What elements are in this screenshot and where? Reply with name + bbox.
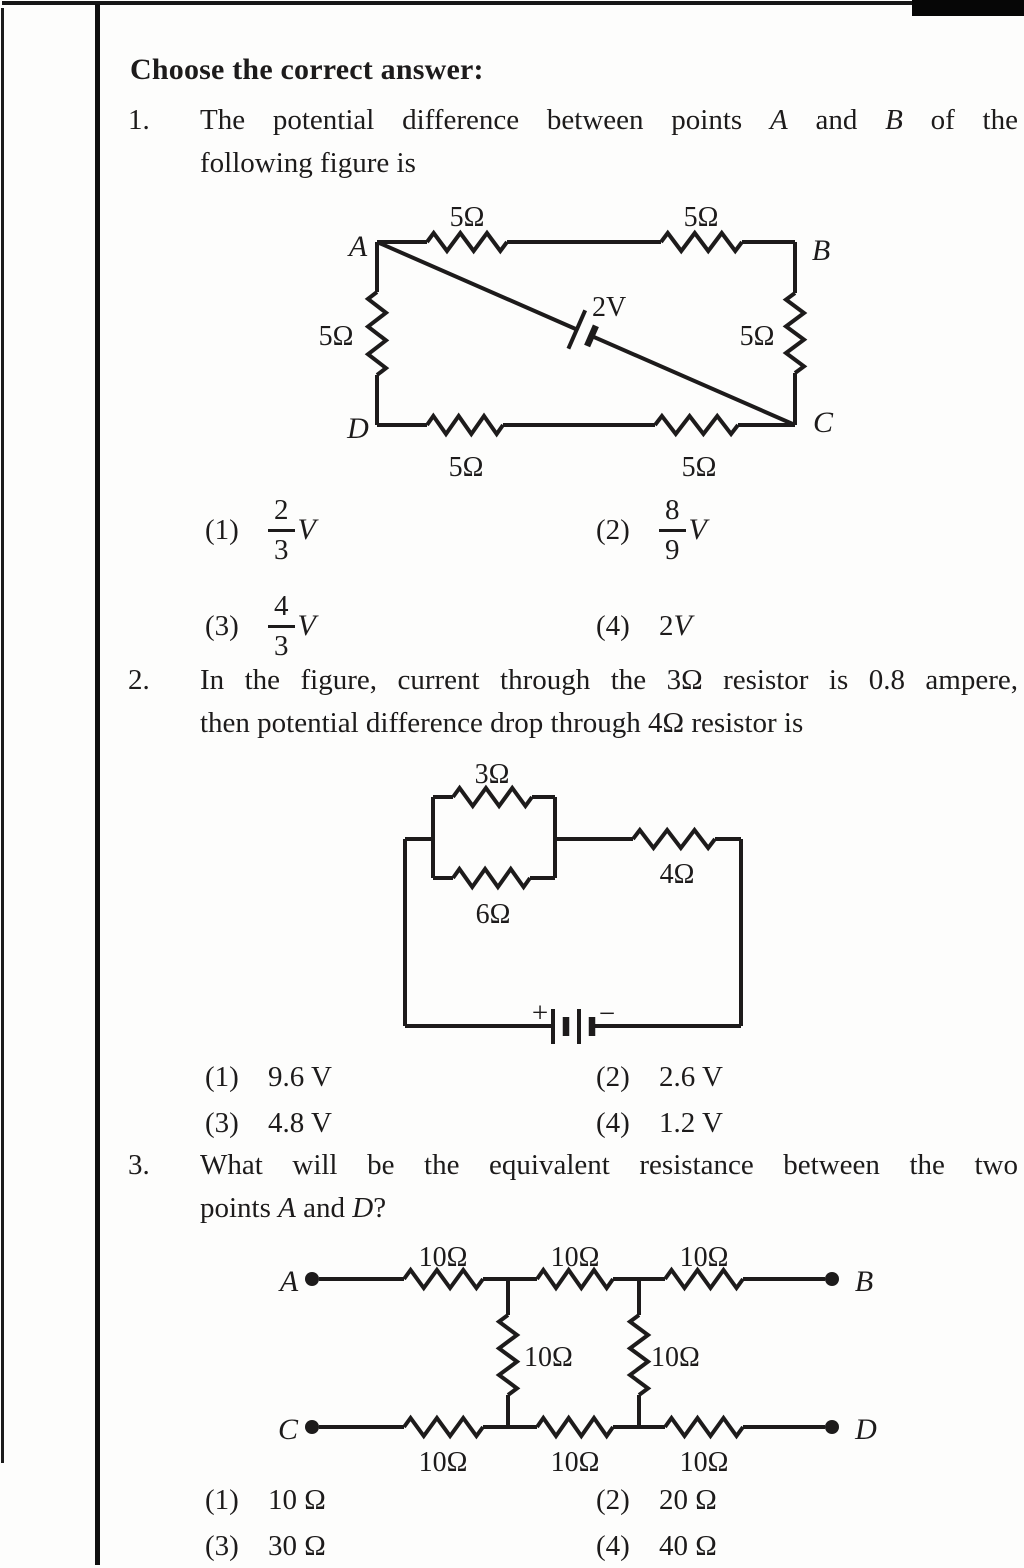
- circuit-2-wires: [405, 797, 741, 1026]
- margin-divider-line: [95, 4, 100, 1565]
- q1-text-part: and: [787, 104, 886, 136]
- terminal-dot-a: [305, 1272, 319, 1286]
- circuit-3-diagram: [270, 1230, 890, 1490]
- node-label-a: A: [279, 1265, 299, 1298]
- resistor-zigzag-bottom-3: [665, 1418, 743, 1436]
- resistor-zigzag-left: [368, 292, 386, 375]
- resistor-label-top-3: 10Ω: [679, 1242, 729, 1273]
- resistor-label-3ohm: 3Ω: [474, 759, 510, 790]
- q1-text-part: of the: [902, 104, 1018, 136]
- resistor-label-top-right: 5Ω: [683, 202, 719, 233]
- q3-option-3: [205, 1524, 326, 1568]
- q1-option-2: [596, 478, 707, 582]
- resistor-label-bottom-1: 10Ω: [418, 1447, 468, 1478]
- battery-plate-short: [587, 326, 596, 346]
- option-value: 9.6 V: [268, 1060, 332, 1093]
- node-label-c: C: [277, 1413, 299, 1446]
- option-label: (4): [596, 1106, 630, 1139]
- q1-number: 1.: [128, 104, 150, 136]
- fraction-value: [659, 493, 686, 568]
- node-label-c: C: [812, 406, 834, 439]
- option-label: (4): [596, 609, 630, 642]
- resistor-zigzag-right: [786, 293, 804, 373]
- resistor-zigzag-bottom-1: [404, 1418, 483, 1436]
- node-label-a: A: [348, 230, 368, 263]
- node-label-d: D: [347, 412, 369, 445]
- resistor-label-4ohm: 4Ω: [659, 859, 695, 890]
- battery-plus-sign: +: [531, 997, 549, 1029]
- option-value: 40 Ω: [659, 1529, 717, 1562]
- fraction-denominator: 9: [665, 533, 680, 566]
- circuit-1-diagram: [300, 185, 845, 490]
- option-label: (2): [596, 513, 630, 546]
- terminal-dot-d: [825, 1420, 839, 1434]
- q2-option-3: [205, 1101, 332, 1145]
- q3-text-part: and: [295, 1192, 353, 1224]
- top-rule: [2, 1, 1024, 5]
- q3-text-part: ?: [373, 1192, 387, 1224]
- unit-volt: V: [297, 513, 316, 546]
- option-label: (1): [205, 1483, 239, 1516]
- resistor-zigzag-6ohm: [453, 869, 530, 887]
- option-value: 2: [659, 609, 674, 642]
- fraction-numerator: 2: [268, 493, 295, 532]
- resistor-label-top-2: 10Ω: [550, 1242, 600, 1273]
- page-edge-line: [1, 8, 4, 1463]
- q2-text-line2: then potential difference drop through 4Ω resistor is: [200, 707, 804, 739]
- resistor-label-bottom-right: 5Ω: [681, 452, 717, 483]
- unit-volt: V: [297, 609, 316, 642]
- option-label: (4): [596, 1529, 630, 1562]
- resistor-zigzag-bottom-left: [427, 416, 503, 434]
- q3-text-part: points: [200, 1192, 279, 1224]
- resistor-zigzag-mid-2: [630, 1315, 648, 1395]
- node-label-b: B: [811, 234, 831, 267]
- battery-voltage-label: 2V: [592, 292, 627, 323]
- option-label: (3): [205, 1106, 239, 1139]
- battery-minus-sign: −: [598, 998, 616, 1030]
- unit-volt: V: [673, 609, 692, 642]
- option-label: (3): [205, 1529, 239, 1562]
- option-label: (1): [205, 1060, 239, 1093]
- battery-plate-long: [568, 310, 585, 348]
- q1-option-1: [205, 478, 316, 582]
- node-label-d: D: [855, 1413, 877, 1446]
- option-value: 1.2 V: [659, 1106, 723, 1139]
- q3-text-line1: What will be the equivalent resistance between the two: [200, 1149, 1018, 1181]
- resistor-label-mid-1: 10Ω: [524, 1342, 573, 1373]
- fraction-numerator: 8: [659, 493, 686, 532]
- resistor-label-6ohm: 6Ω: [475, 899, 511, 930]
- q3-text-line2: [200, 1188, 1018, 1228]
- option-label: (3): [205, 609, 239, 642]
- q1-point-a: A: [769, 104, 788, 136]
- q3-number: 3.: [128, 1149, 150, 1181]
- q3-option-2: [596, 1478, 717, 1522]
- q2-option-1: [205, 1055, 332, 1099]
- option-value: 4.8 V: [268, 1106, 332, 1139]
- q2-option-4: [596, 1101, 723, 1145]
- q2-option-2: [596, 1055, 723, 1099]
- node-label-b: B: [854, 1265, 874, 1298]
- q3-point-d: D: [352, 1192, 374, 1224]
- circuit-2-diagram: [390, 748, 760, 1048]
- q1-text-line1: [200, 100, 1018, 140]
- unit-volt: V: [688, 513, 707, 546]
- fraction-denominator: 3: [274, 533, 289, 566]
- resistor-label-bottom-2: 10Ω: [550, 1447, 600, 1478]
- resistor-zigzag-bottom-2: [537, 1418, 613, 1436]
- page-title: Choose the correct answer:: [130, 53, 484, 86]
- q2-number: 2.: [128, 664, 150, 696]
- option-value: 2.6 V: [659, 1060, 723, 1093]
- q2-text-line1: In the figure, current through the 3Ω resistor is 0.8 ampere,: [200, 664, 1018, 696]
- resistor-label-top-left: 5Ω: [449, 202, 485, 233]
- fraction-value: [268, 589, 295, 664]
- fraction-value: [268, 493, 295, 568]
- option-label: (2): [596, 1060, 630, 1093]
- resistor-zigzag-3ohm: [453, 788, 532, 806]
- q3-point-a: A: [278, 1192, 296, 1224]
- resistor-label-mid-2: 10Ω: [651, 1342, 700, 1373]
- resistor-zigzag-top-right: [661, 233, 742, 251]
- terminal-dot-b: [825, 1272, 839, 1286]
- terminal-dot-c: [305, 1420, 319, 1434]
- resistor-zigzag-mid-1: [499, 1315, 517, 1395]
- resistor-label-left: 5Ω: [318, 321, 354, 352]
- resistor-label-top-1: 10Ω: [418, 1242, 468, 1273]
- resistor-zigzag-top-left: [427, 233, 507, 251]
- q1-point-b: B: [885, 104, 903, 136]
- fraction-denominator: 3: [274, 629, 289, 662]
- option-label: (2): [596, 1483, 630, 1516]
- resistor-label-right: 5Ω: [739, 321, 775, 352]
- resistor-label-bottom-left: 5Ω: [448, 452, 484, 483]
- option-value: 20 Ω: [659, 1483, 717, 1516]
- circuit-1-wires: [377, 242, 795, 425]
- q1-text-part: The potential difference between points: [200, 104, 770, 136]
- option-label: (1): [205, 513, 239, 546]
- option-value: 30 Ω: [268, 1529, 326, 1562]
- q3-option-4: [596, 1524, 717, 1568]
- fraction-numerator: 4: [268, 589, 295, 628]
- resistor-zigzag-bottom-right: [655, 416, 738, 434]
- q3-option-1: [205, 1478, 326, 1522]
- option-value: 10 Ω: [268, 1483, 326, 1516]
- q1-text-line2: following figure is: [200, 147, 416, 179]
- resistor-zigzag-4ohm: [633, 830, 715, 848]
- resistor-label-bottom-3: 10Ω: [679, 1447, 729, 1478]
- scan-black-bar: [912, 0, 1024, 16]
